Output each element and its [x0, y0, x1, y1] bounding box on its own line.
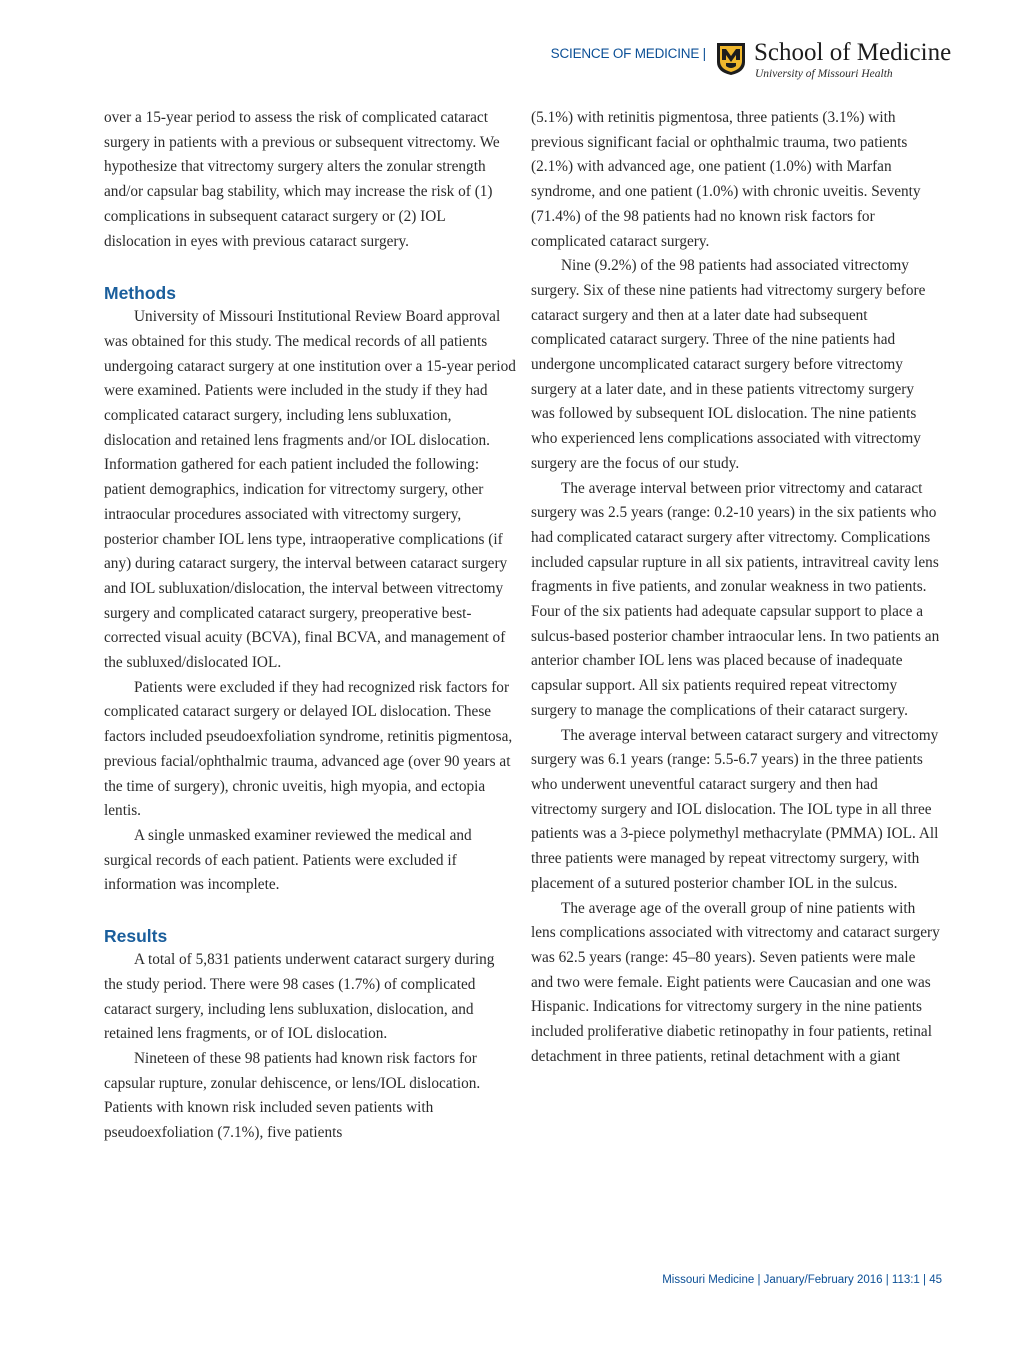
results-heading: Results [104, 926, 168, 947]
results-paragraph: A total of 5,831 patients underwent cataract surgery during the study period. There were 98 cases (1.7%) of complicated cataract surgery, including lens subluxation, dislocation, and retained lens fragments, or of IOL dislocation. [104, 951, 495, 1043]
methods-heading: Methods [104, 283, 176, 304]
body-paragraph: The average interval between prior vitrectomy and cataract surgery was 2.5 years (range: 0.2-10 years) in the six patients who had complicated cataract surgery after vitrectomy. Complications included capsular rupture in all six patients, intravitreal cavity lens fragments in five patients, and zonular weakness in two patients. Four of the six patients had adequate capsular support to place a sulcus-based posterior chamber intraocular lens. In two patients an anterior chamber IOL lens was placed because of inadequate capsular support. All six patients required repeat vitrectomy surgery to manage the complications of their cataract surgery. [531, 479, 940, 719]
methods-paragraph: University of Missouri Institutional Review Board approval was obtained for this study. The medical records of all patients undergoing cataract surgery at one institution over a 15-year period were examined. Patients were included in the study if they had complicated cataract surgery, including lens subluxation, dislocation and retained lens fragments and/or IOL dislocation. Information gathered for each patient included the following: patient demographics, indication for vitrectomy surgery, other intraocular procedures associated with vitrectomy surgery, posterior chamber IOL lens type, intraoperative complications (if any) during cataract surgery, the interval between cataract surgery and IOL subluxation/dislocation, the interval between vitrectomy surgery and complicated cataract surgery, preoperative best-corrected visual acuity (BCVA), final BCVA, and management of the subluxed/dislocated IOL. [104, 308, 516, 672]
body-paragraph: (5.1%) with retinitis pigmentosa, three patients (3.1%) with previous significant facial or ophthalmic trauma, two patients (2.1%) with advanced age, one patient (1.0%) with Marfan syndrome, and one patient (1.0%) with chronic uveitis. Seventy (71.4%) of the 98 patients had no known risk factors for complicated cataract surgery. [531, 109, 921, 250]
mizzou-tiger-shield-icon [716, 42, 746, 76]
body-paragraph: Nine (9.2%) of the 98 patients had associated vitrectomy surgery. Six of these nine patients had vitrectomy surgery before cataract surgery and then at a later date had subsequent complicated cataract surgery. Three of the nine patients had undergone uncomplicated cataract surgery before vitrectomy surgery at a later date, and in these patients vitrectomy surgery was followed by subsequent IOL dislocation. The nine patients who experienced lens complications associated with vitrectomy surgery are the focus of our study. [531, 257, 926, 472]
right-column [531, 106, 941, 1069]
intro-paragraph: over a 15-year period to assess the risk of complicated cataract surgery in patients with a previous or subsequent vitrectomy. We hypothesize that vitrectomy surgery alters the zonular strength and/or capsular bag stability, which may increase the risk of (1) complications in subsequent cataract surgery or (2) IOL dislocation in eyes with previous cataract surgery. [104, 109, 500, 250]
methods-paragraph: Patients were excluded if they had recognized risk factors for complicated cataract surgery or delayed IOL dislocation. These factors included pseudoexfoliation syndrome, retinitis pigmentosa, previous facial/ophthalmic trauma, advanced age (over 90 years at the time of surgery), chronic uveitis, high myopia, and ectopia lentis. [104, 678, 513, 820]
body-paragraph: The average age of the overall group of nine patients with lens complications associated with vitrectomy and cataract surgery was 62.5 years (range: 45–80 years). Seven patients were male and two were female. Eight patients were Caucasian and one was Hispanic. Indications for vitrectomy surgery in the nine patients included proliferative diabetic retinopathy in four patients, retinal detachment in three patients, retinal detachment with a giant [531, 899, 940, 1065]
page-footer-citation: Missouri Medicine | January/February 2016 | 113:1 | 45 [662, 1274, 942, 1286]
school-name: School of Medicine [754, 39, 952, 66]
methods-paragraph: A single unmasked examiner reviewed the medical and surgical records of each patient. Patients were excluded if information was incomplete. [104, 826, 472, 894]
section-label: SCIENCE OF MEDICINE | [550, 46, 706, 61]
left-column [104, 106, 516, 1146]
school-subtitle: University of Missouri Health [755, 68, 893, 80]
body-paragraph: The average interval between cataract surgery and vitrectomy surgery was 6.1 years (range: 5.5-6.7 years) in the three patients who underwent uneventful cataract surgery and then had vitrectomy surgery and IOL dislocation. The IOL type in all three patients was a 3-piece polymethyl methacrylate (PMMA) IOL. All three patients were managed by repeat vitrectomy surgery, with placement of a sutured posterior chamber IOL in the sulcus. [531, 726, 939, 892]
results-paragraph: Nineteen of these 98 patients had known risk factors for capsular rupture, zonular dehiscence, or lens/IOL dislocation. Patients with known risk included seven patients with pseudoexfoliation (7.1%), five patients [104, 1049, 481, 1142]
